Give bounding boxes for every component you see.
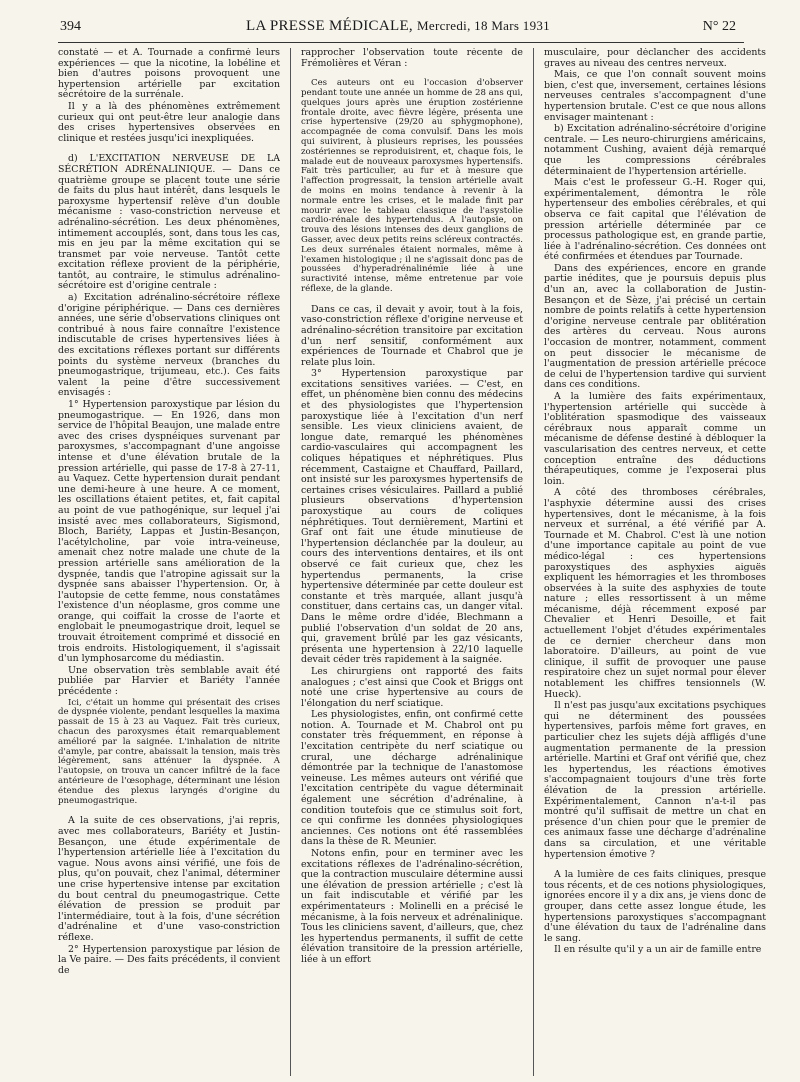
paragraph: a) Excitation adrénalino-sécrétoire réflexe d'origine périphérique. — Dans ces dernières années, une série d'observations cliniques ont contribué à nous faire connaître l'existence indiscutable de crises hypertensives liées à des excitations réflexes portant sur différents points du système nerveux (branches du pneumogastrique, trijumeau, etc.). Ces faits valent la peine d'être successivement envisagés : xyxy=(58,292,280,399)
paragraph: Il n'est pas jusqu'aux excitations psychiques qui ne déterminent des poussées hypertensives, parfois même fort graves, en particulier chez les sujets déjà affligés d'une augmentation permanente de la pression artérielle. Martini et Graf ont vérifié que, chez les hypertendus, les réactions émotives s'accompagnaient toujours d'une très forte élévation de la pression artérielle. Expérimentalement, Cannon n'a-t-il pas montré qu'il suffisait de mettre un chat en présence d'un chien pour que le premier de ces animaux fasse une décharge d'adrénaline dans sa circulation, et une véritable hypertension émotive ? xyxy=(544,700,766,860)
paragraph: Il y a là des phénomènes extrêmement curieux qui ont peut-être leur analogie dans des crises hypertensives observées en clinique et restées jusqu'ici inexpliquées. xyxy=(58,100,280,144)
issue-date: Mercredi, 18 Mars 1931 xyxy=(417,18,550,33)
header-rule xyxy=(58,42,744,43)
column-divider xyxy=(533,48,534,1076)
paragraph: A la suite de ces observations, j'ai repris, avec mes collaborateurs, Bariéty et Justin-Besançon, une étude expérimentale de l'hypertension artérielle liée à l'excitation du vague. Nous avons ainsi vérifié, une fois de plus, qu'on pouvait, chez l'animal, déterminer une crise hypertensive intense par excitation du bout central du pneumogastrique. Cette élévation de pression se produit par l'intermédiaire, tout à la fois, d'une sécrétion d'adrénaline et d'une vaso-constriction réflexe. xyxy=(58,815,280,943)
paragraph: Les chirurgiens ont rapporté des faits analogues ; c'est ainsi que Cook et Briggs ont noté une crise hypertensive au cours de l'élongation du nerf sciatique. xyxy=(301,665,523,709)
paragraph: Notons enfin, pour en terminer avec les excitations réflexes de l'adrénalino-sécrétion, que la contraction musculaire détermine aussi une élévation de pression artérielle ; c'est là un fait indiscutable et vérifié par les expérimentateurs : Molinelli en a précisé le mécanisme, à la fois nerveux et adrénalinique. Tous les cliniciens savent, d'ailleurs, que, chez les hypertendus permanents, il suffit de cette élévation transitoire de la pression artérielle, liée à un effort xyxy=(301,848,523,965)
paragraph: Une observation très semblable avait été publiée par Harvier et Bariéty l'année précédente : xyxy=(58,664,280,698)
paragraph: Ici, c'était un homme qui présentait des crises de dyspnée violente, pendant lesquelles la maxima passait de 15 à 23 au Vaquez. Fait très curieux, chacun des paroxysmes était remarquablement amélioré par la saignée. L'inhalation de nitrite d'amyle, par contre, abaissait la tension, mais très légèrement, sans atténuer la dyspnée. A l'autopsie, on trouva un cancer infiltré de la face antérieure de l'œsophage, déterminant une lésion étendue des plexus laryngés d'origine du pneumogastrique. xyxy=(58,697,280,806)
paragraph: musculaire, pour déclancher des accidents graves au niveau des centres nerveux. xyxy=(544,48,766,69)
paragraph: A la lumière de ces faits cliniques, presque tous récents, et de ces notions physiologiques, ignorées encore il y a dix ans, je viens donc de grouper, dans cette assez longue étude, les hypertensions paroxystiques s'accompagnant d'une élévation du taux de l'adrénaline dans le sang. xyxy=(544,869,766,944)
paragraph: Il en résulte qu'il y a un air de famille entre xyxy=(554,944,762,956)
paragraph: Dans ce cas, il devait y avoir, tout à la fois, vaso-constriction réflexe d'origine nerveuse et adrénalino-sécrétion transitoire par excitation d'un nerf sensitif, conformément aux expériences de Tournade et Chabrol que je relate plus loin. xyxy=(301,303,523,368)
paragraph: Mais, ce que l'on connaît souvent moins bien, c'est que, inversement, certaines lésions nerveuses centrales s'accompagnent d'une hypertension brutale. C'est ce que nous allons envisager maintenant : xyxy=(544,69,766,123)
paragraph: d) L'EXCITATION NERVEUSE DE LA SÉCRÉTION ADRÉNALINIQUE. — Dans ce quatrième groupe se placent toute une série de faits du plus haut intérêt, dans lesquels le paroxysme hypertensif relève d'un double mécanisme : vaso-constriction nerveuse et adrénalino-sécrétion. Les deux phénomènes, intimement accouplés, sont, dans tous les cas, mis en jeu par la même excitation qui se transmet par voie nerveuse. Tantôt cette excitation réflexe provient de la périphérie, tantôt, au contraire, le stimulus adrénalino-sécrétoire est d'origine centrale : xyxy=(58,153,280,292)
journal-name: LA PRESSE MÉDICALE, xyxy=(246,18,413,34)
page-number: 394 xyxy=(60,19,81,34)
issue-number: N° 22 xyxy=(702,19,736,34)
paragraph: A la lumière des faits expérimentaux, l'hypertension artérielle qui succède à l'oblitération spasmodique des vaisseaux cérébraux nous apparaît comme un mécanisme de défense destiné à débloquer la vascularisation des centres nerveux, et cette conception entraîne des déductions thérapeutiques, comme je l'exposerai plus loin. xyxy=(544,391,766,487)
paragraph: A côté des thromboses cérébrales, l'asphyxie détermine aussi des crises hypertensives, dont le mécanisme, à la fois nerveux et surrénal, a été vérifié par A. Tournade et M. Chabrol. C'est là une notion d'une importance capitale au point de vue médico-légal : ces hypertensions paroxystiques des asphyxies aiguës expliquent les hémorragies et les thromboses observées à la suite des asphyxies de toute nature ; elles ressortissent à un même mécanisme, déjà récemment exposé par Chevalier et Henri Desoille, et fait actuellement l'objet d'études expérimentales de ce dernier chercheur dans mon laboratoire. D'ailleurs, au point de vue clinique, il suffit de provoquer une pause respiratoire chez un sujet normal pour élever notablement les chiffres tensionnels (W. Hueck). xyxy=(544,487,766,700)
paragraph: Dans des expériences, encore en grande partie inédites, que je poursuis depuis plus d'un an, avec la collaboration de Justin-Besançon et de Sèze, j'ai précisé un certain nombre de points relatifs à cette hypertension d'origine nerveuse centrale par oblitération des artères du cerveau. Nous aurons l'occasion de montrer, notamment, comment on peut dissocier le mécanisme de l'augmentation de pression artérielle précoce de celui de l'hypertension tardive qui survient dans ces conditions. xyxy=(544,262,766,391)
paragraph: 1° Hypertension paroxystique par lésion du pneumogastrique. — En 1926, dans mon service de l'hôpital Beaujon, une malade entre avec des crises dyspnéiques survenant par paroxysmes, s'accompagnant d'une angoisse intense et d'une élévation brutale de la pression artérielle, qui passe de 17-8 à 27-11, au Vaquez. Cette hypertension durait pendant une demi-heure à une heure. A ce moment, les oscillations étaient petites, et, fait capital au point de vue pathogénique, sur lequel j'ai insisté avec mes collaborateurs, Sigismond, Bloch, Bariéty, Lappas et Justin-Besançon, l'acétylcholine, par voie intra-veineuse, amenait chez notre malade une chute de la pression artérielle sans amélioration de la dyspnée, tandis que l'atropine agissait sur la dyspnée sans abaisser l'hypertension. Or, à l'autopsie de cette femme, nous constatâmes l'existence d'un néoplasme, gros comme une orange, qui coiffait la crosse de l'aorte et englobait le pneumogastrique droit, lequel se trouvait étroitement comprimé et dissocié en trois endroits. Histologiquement, il s'agissait d'un lymphosarcome du médiastin. xyxy=(58,399,280,665)
paragraph: 2° Hypertension paroxystique par lésion de la Ve paire. — Des faits précédents, il convient de xyxy=(58,943,280,976)
paragraph: 3° Hypertension paroxystique par excitations sensitives variées. — C'est, en effet, un phénomène bien connu des médecins et des physiologistes que l'hypertension paroxystique liée à l'excitation d'un nerf sensible. Les vieux cliniciens avaient, de longue date, remarqué les phénomènes cardio-vasculaires qui accompagnent les coliques hépatiques et néphrétiques. Plus récemment, Castaigne et Chauffard, Paillard, ont insisté sur les paroxysmes hypertensifs de certaines crises vésiculaires. Paillard a publié plusieurs observations d'hypertension paroxystique au cours de coliques néphrétiques. Tout dernièrement, Martini et Graf ont fait une étude minutieuse de l'hypertension déclanchée par la douleur, au cours des interventions dentaires, et ils ont observé ce fait curieux que, chez les hypertendus permanents, la crise hypertensive déterminée par cette douleur est constante et très marquée, allant jusqu'à constituer, dans certains cas, un danger vital. Dans le même ordre d'idée, Blechmann a publié l'observation d'un soldat de 20 ans, qui, gravement brûlé par les gaz vésicants, présenta une hypertension à 22/10 laquelle devait céder très rapidement à la saignée. xyxy=(301,368,523,666)
paragraph: Mais c'est le professeur G.-H. Roger qui, expérimentalement, démontra le rôle hypertenseur des embolies cérébrales, et qui observa ce fait capital que l'élévation de pression artérielle déterminée par ce processus pathologique est, en grande partie, liée à l'adrénalino-sécrétion. Ces données ont été confirmées et étendues par Tournade. xyxy=(544,177,766,263)
column-divider xyxy=(290,48,291,1076)
column-3 xyxy=(544,48,766,1076)
paragraph: constaté — et A. Tournade a confirmé leurs expériences — que la nicotine, la lobéline et bien d'autres poisons provoquent une hypertension artérielle par excitation sécrétoire de la surrénale. xyxy=(58,48,280,101)
journal-title xyxy=(140,18,656,35)
paragraph: rapprocher l'observation toute récente de Frémolières et Véran : xyxy=(301,48,523,69)
paragraph: b) Excitation adrénalino-sécrétoire d'origine centrale. — Les neuro-chirurgiens américains, notamment Cushing, avaient déjà remarqué que les compressions cérébrales déterminaient de l'hypertension artérielle. xyxy=(544,123,766,177)
paragraph: Ces auteurs ont eu l'occasion d'observer pendant toute une année un homme de 28 ans qui, quelques jours après une éruption zostérienne frontale droite, avec fièvre légère, présenta une crise hypertensive (29/20 au sphygmophone), accompagnée de coma convulsif. Dans les mois qui suivirent, à plusieurs reprises, les poussées zostériennes se reproduisirent, et, chaque fois, le malade eut de nouveaux paroxysmes hypertensifs. Fait très particulier, au fur et à mesure que l'affection progressait, la tension artérielle avait de moins en moins tendance à revenir à la normale entre les crises, et le malade finit par mourir avec le tableau classique de l'asystolie cardio-rénale des hypertendus. A l'autopsie, on trouva des lésions intenses des deux ganglions de Gasser, avec deux petits reins scléreux contractés. Les deux surrénales étaient normales, même à l'examen histologique ; il ne s'agissait donc pas de poussées d'hyperadrénalinémie liée à une suractivité intense, même entretenue par voie réflexe, de la glande. xyxy=(301,78,523,294)
page-header xyxy=(60,18,736,40)
column-1 xyxy=(58,48,280,1076)
text-columns xyxy=(58,48,766,1076)
paragraph: Les physiologistes, enfin, ont confirmé cette notion. A. Tournade et M. Chabrol ont pu constater très fréquemment, en réponse à l'excitation centripète du nerf sciatique ou crural, une décharge adrénalinique démontrée par la technique de l'anastomose veineuse. Les mêmes auteurs ont vérifié que l'excitation centripète du vague déterminait également une sécrétion d'adrénaline, à condition toutefois que ce stimulus soit fort, ce qui confirme les données physiologiques anciennes. Ces notions ont été rassemblées dans la thèse de R. Meunier. xyxy=(301,709,523,848)
column-2 xyxy=(301,48,523,1076)
